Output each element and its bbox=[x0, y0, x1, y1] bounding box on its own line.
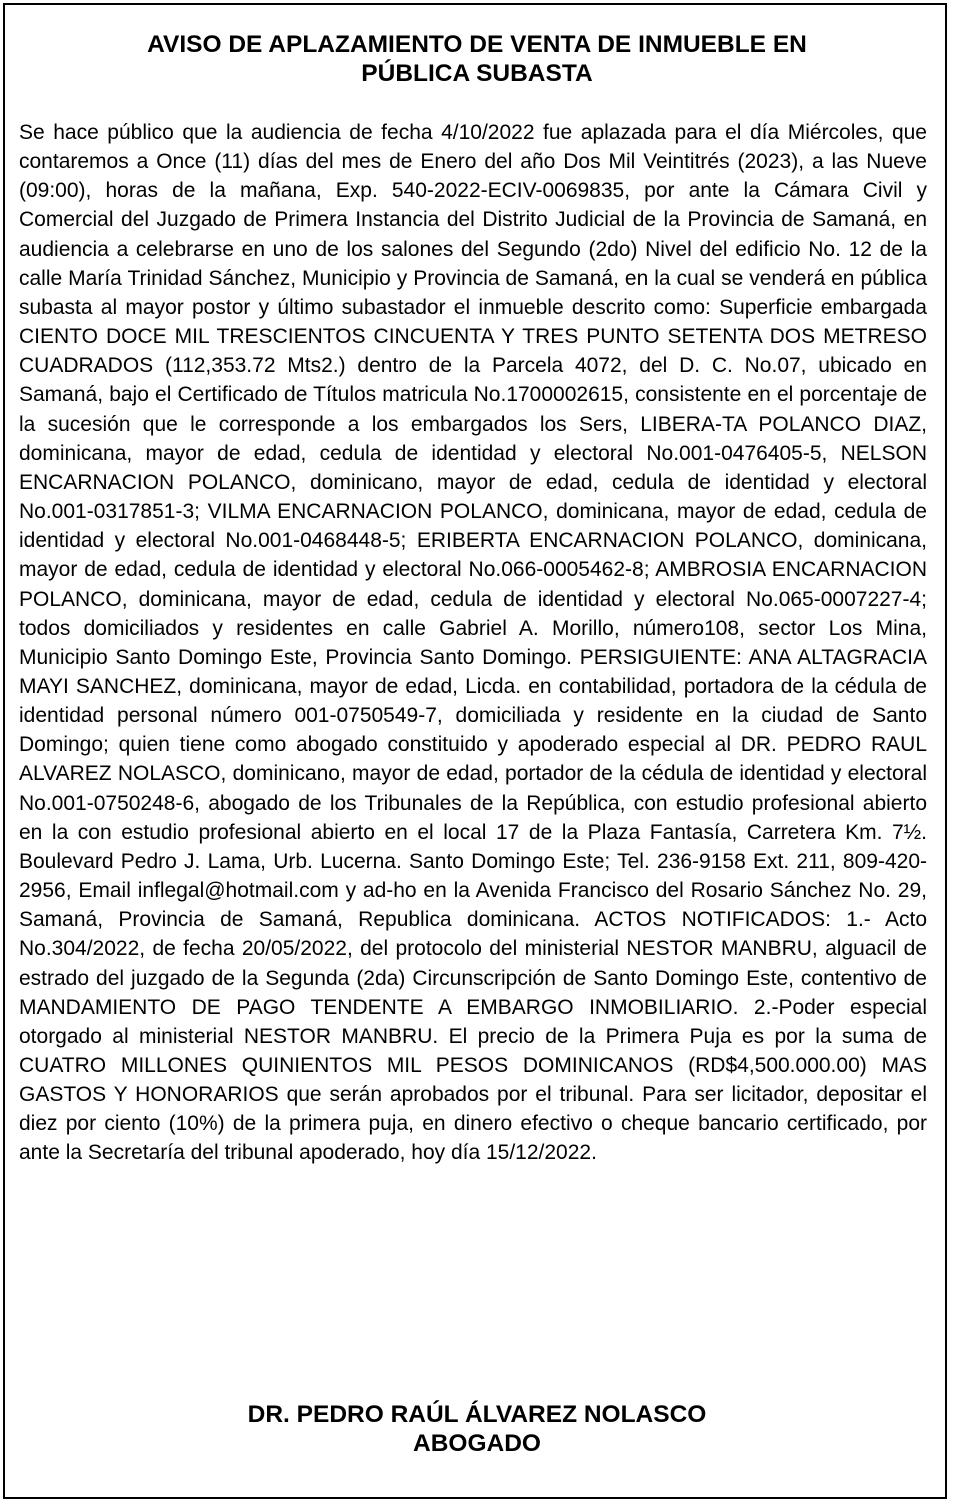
notice-body: Se hace público que la audiencia de fecha 4/10/2022 fue aplazada para el día Miércoles, que contaremos a Once (11) días del mes de Enero del año Dos Mil Veintitrés (2023), a las Nueve (09:00), horas de la mañana, Exp. 540-2022-ECIV-0069835, por ante la Cámara Civil y Comercial del Juzgado de Primera Instancia del Distrito Judicial de la Provincia de Samaná, en audiencia a celebrarse en uno de los salones del Segundo (2do) Nivel del edificio No. 12 de la calle María Trinidad Sánchez, Municipio y Provincia de Samaná, en la cual se venderá en pública subasta al mayor postor y último subastador el inmueble descrito como: Superficie embargada CIENTO DOCE MIL TRESCIENTOS CINCUENTA Y TRES PUNTO SETENTA DOS METRESO CUADRADOS (112,353.72 Mts2.) dentro de la Parcela 4072, del D. C. No.07, ubicado en Samaná, bajo el Certificado de Títulos matricula No.1700002615, consistente en el porcentaje de la sucesión que le corresponde a los embargados los Sers, LIBERA-TA POLANCO DIAZ, dominicana, mayor de edad, cedula de identidad y electoral No.001-0476405-5, NELSON ENCARNACION POLANCO, dominicano, mayor de edad, cedula de identidad y electoral No.001-0317851-3; VILMA ENCARNACION POLANCO, dominicana, mayor de edad, cedula de identidad y electoral No.001-0468448-5; ERIBERTA ENCARNACION POLANCO, dominicana, mayor de edad, cedula de identidad y electoral No.066-0005462-8; AMBROSIA ENCARNACION POLANCO, dominicana, mayor de edad, cedula de identidad y electoral No.065-0007227-4; todos domiciliados y residentes en calle Gabriel A. Morillo, número108, sector Los Mina, Municipio Santo Domingo Este, Provincia Santo Domingo. PERSIGUIENTE: ANA ALTAGRACIA MAYI SANCHEZ, dominicana, mayor de edad, Licda. en contabilidad, portadora de la cédula de identidad personal número 001-0750549-7, domiciliada y residente en la ciudad de Santo Domingo; quien tiene como abogado constituido y apoderado especial al DR. PEDRO RAUL ALVAREZ NOLASCO, dominicano, mayor de edad, portador de la cédula de identidad y electoral No.001-0750248-6, abogado de los Tribunales de la República, con estudio profesional abierto en la con estudio profesional abierto en el local 17 de la Plaza Fantasía, Carretera Km. 7½. Boulevard Pedro J. Lama, Urb. Lucerna. Santo Domingo Este; Tel. 236-9158 Ext. 211, 809-420-2956, Email inflegal@hotmail.com y ad-ho en la Avenida Francisco del Rosario Sánchez No. 29, Samaná, Provincia de Samaná, Republica dominicana. ACTOS NOTIFICADOS: 1.- Acto No.304/2022, de fecha 20/05/2022, del protocolo del ministerial NESTOR MANBRU, alguacil de estrado del juzgado de la Segunda (2da) Circunscripción de Santo Domingo Este, contentivo de MANDAMIENTO DE PAGO TENDENTE A EMBARGO INMOBILIARIO. 2.-Poder especial otorgado al ministerial NESTOR MANBRU. El precio de la Primera Puja es por la suma de CUATRO MILLONES QUINIENTOS MIL PESOS DOMINICANOS (RD$4,500.000.00) MAS GASTOS Y HONORARIOS que serán aprobados por el tribunal. Para ser licitador, depositar el diez por ciento (10%) de la primera puja, en dinero efectivo o cheque bancario certificado, por ante la Secretaría del tribunal apoderado, hoy día 15/12/2022. bbox=[19, 121, 927, 1165]
signature-block bbox=[40, 1400, 914, 1458]
signature-role: ABOGADO bbox=[413, 1430, 541, 1457]
notice-title-line-2: PÚBLICA SUBASTA bbox=[361, 60, 593, 87]
signature-name: DR. PEDRO RAÚL ÁLVAREZ NOLASCO bbox=[247, 1401, 707, 1428]
notice-title-line-1: AVISO DE APLAZAMIENTO DE VENTA DE INMUEBLE EN bbox=[147, 31, 807, 58]
notice-title bbox=[40, 30, 914, 88]
